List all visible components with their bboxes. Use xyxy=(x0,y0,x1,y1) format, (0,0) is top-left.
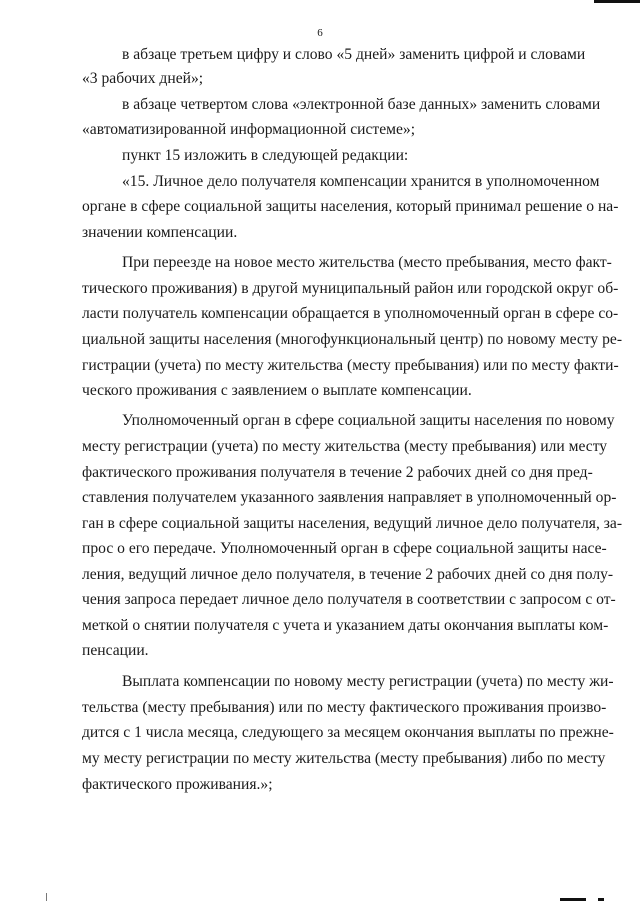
text-line: пункт 15 изложить в следующей редакции: xyxy=(122,147,409,164)
text-line: значении компенсации. xyxy=(82,224,238,241)
text-line: фактического проживания.»; xyxy=(82,776,273,793)
text-line: Выплата компенсации по новому месту регистрации (учета) по месту жи- xyxy=(122,673,614,690)
text-line: фактического проживания получателя в течение 2 рабочих дней со дня пред- xyxy=(82,464,593,481)
text-line: прос о его передаче. Уполномоченный орган в сфере социальной защиты насе- xyxy=(82,540,607,557)
text-line: чения запроса передает личное дело получателя в соответствии с запросом с от- xyxy=(82,591,616,608)
scan-artifact xyxy=(598,898,604,901)
text-line: ган в сфере социальной защиты населения, ведущий личное дело получателя, за- xyxy=(82,515,623,532)
text-line: месту регистрации (учета) по месту жительства (месту пребывания) или месту xyxy=(82,438,608,455)
text-line: дится с 1 числа месяца, следующего за месяцем окончания выплаты по прежне- xyxy=(82,724,614,741)
text-line: тического проживания) в другой муниципальный район или городской округ об- xyxy=(82,280,619,297)
text-line: меткой о снятии получателя с учета и указанием даты окончания выплаты ком- xyxy=(82,617,609,634)
text-line: му месту регистрации по месту жительства (месту пребывания) либо по месту xyxy=(82,750,606,767)
text-line: ставления получателем указанного заявления направляет в уполномоченный ор- xyxy=(82,489,617,506)
text-line: в абзаце четвертом слова «электронной базе данных» заменить словами xyxy=(122,96,601,113)
text-line: ления, ведущий личное дело получателя, в течение 2 рабочих дней со дня полу- xyxy=(82,566,614,583)
text-line: Уполномоченный орган в сфере социальной защиты населения по новому xyxy=(122,412,615,429)
scan-artifact xyxy=(560,898,586,901)
text-line: ческого проживания с заявлением о выплате компенсации. xyxy=(82,382,472,399)
text-line: тельства (месту пребывания) или по месту фактического проживания произво- xyxy=(82,699,607,716)
text-line: пенсации. xyxy=(82,642,149,659)
text-line: «автоматизированной информационной системе»; xyxy=(82,121,416,138)
text-line: «15. Личное дело получателя компенсации хранится в уполномоченном xyxy=(122,173,600,190)
page-number: 6 xyxy=(317,27,323,39)
text-line: «3 рабочих дней»; xyxy=(82,70,204,87)
text-line: ласти получатель компенсации обращается в уполномоченный орган в сфере со- xyxy=(82,305,619,322)
text-line: органе в сфере социальной защиты населения, который принимал решение о на- xyxy=(82,198,619,215)
scan-artifact xyxy=(46,893,47,901)
text-line: гистрации (учета) по месту жительства (месту пребывания) или по месту факти- xyxy=(82,357,619,374)
text-line: в абзаце третьем цифру и слово «5 дней» заменить цифрой и словами xyxy=(122,46,586,63)
text-line: При переезде на новое место жительства (место пребывания, место факт- xyxy=(122,254,612,271)
scan-artifact xyxy=(594,0,640,3)
text-line: циальной защиты населения (многофункциональный центр) по новому месту ре- xyxy=(82,331,623,348)
